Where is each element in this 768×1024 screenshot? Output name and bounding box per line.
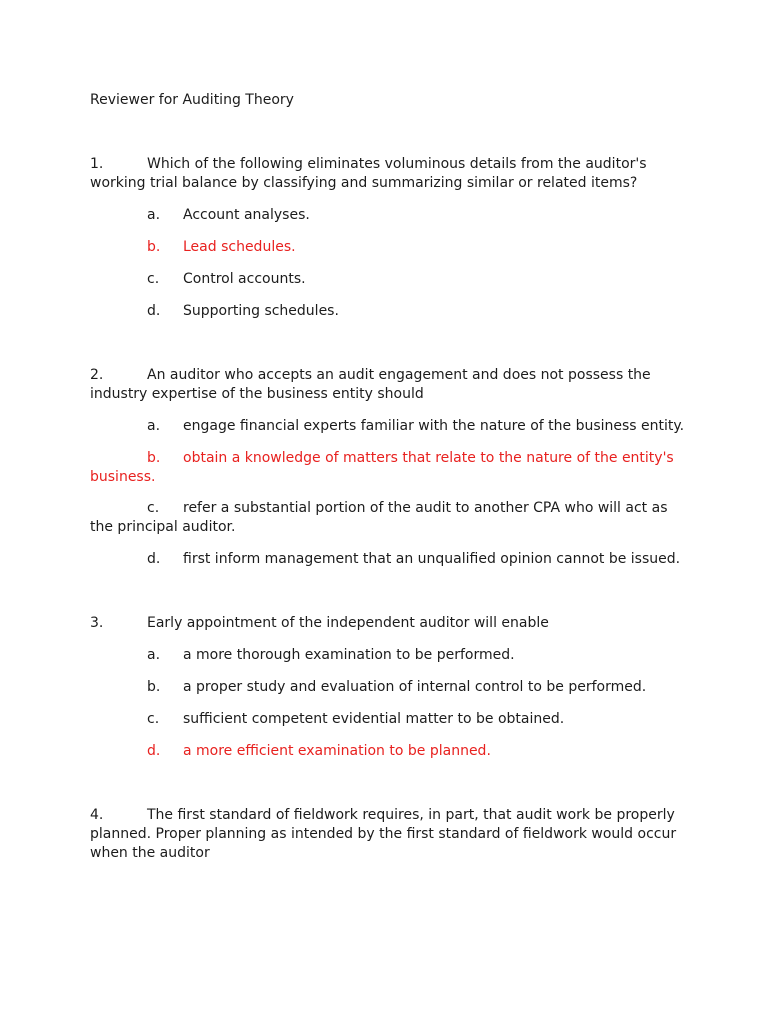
question-text: Early appointment of the independent auditor will enable [147,615,549,631]
option-2b-answer [90,449,690,487]
option-letter: b. [147,239,161,255]
option-1d [90,302,690,321]
option-text: a more thorough examination to be performed. [183,647,515,663]
option-text: first inform management that an unqualified opinion cannot be issued. [183,551,681,567]
question-text: Which of the following eliminates voluminous details from the auditor's working trial balance by classifying and summarizing similar or related items? [90,156,647,191]
option-1c [90,270,690,289]
option-letter: c. [147,500,160,516]
question-1 [90,155,690,193]
option-2d [90,550,690,569]
option-letter: a. [147,647,161,663]
option-letter: a. [147,418,161,434]
question-3 [90,614,690,633]
option-text: a more efficient examination to be planned. [183,743,491,759]
question-2 [90,366,690,404]
option-text: Account analyses. [183,207,310,223]
option-text: sufficient competent evidential matter to be obtained. [183,711,565,727]
option-text: Lead schedules. [183,239,296,255]
option-2c [90,499,690,537]
option-letter: c. [147,711,160,727]
option-letter: b. [147,450,161,466]
option-letter: d. [147,743,161,759]
option-text: Supporting schedules. [183,303,339,319]
option-letter: b. [147,679,161,695]
option-3b [90,678,690,697]
option-2a [90,417,690,436]
option-text: obtain a knowledge of matters that relate to the nature of the entity's business. [90,450,674,485]
question-number: 1. [90,156,104,172]
option-text: engage financial experts familiar with the nature of the business entity. [183,418,685,434]
question-text: An auditor who accepts an audit engagement and does not possess the industry expertise of the business entity should [90,367,651,402]
question-4 [90,806,690,863]
option-letter: d. [147,551,161,567]
question-number: 4. [90,807,104,823]
option-letter: c. [147,271,160,287]
question-text: The first standard of fieldwork requires, in part, that audit work be properly planned. Proper planning as intended by the first standard of fieldwork would occur when the auditor [90,807,677,861]
question-number: 2. [90,367,104,383]
option-letter: d. [147,303,161,319]
document-title: Reviewer for Auditing Theory [90,92,294,108]
option-3d-answer [90,742,690,761]
question-number: 3. [90,615,104,631]
option-1b-answer [90,238,690,257]
option-1a [90,206,690,225]
option-3c [90,710,690,729]
option-letter: a. [147,207,161,223]
option-text: a proper study and evaluation of internal control to be performed. [183,679,647,695]
option-text: Control accounts. [183,271,306,287]
option-text: refer a substantial portion of the audit to another CPA who will act as the principal auditor. [90,500,668,535]
option-3a [90,646,690,665]
